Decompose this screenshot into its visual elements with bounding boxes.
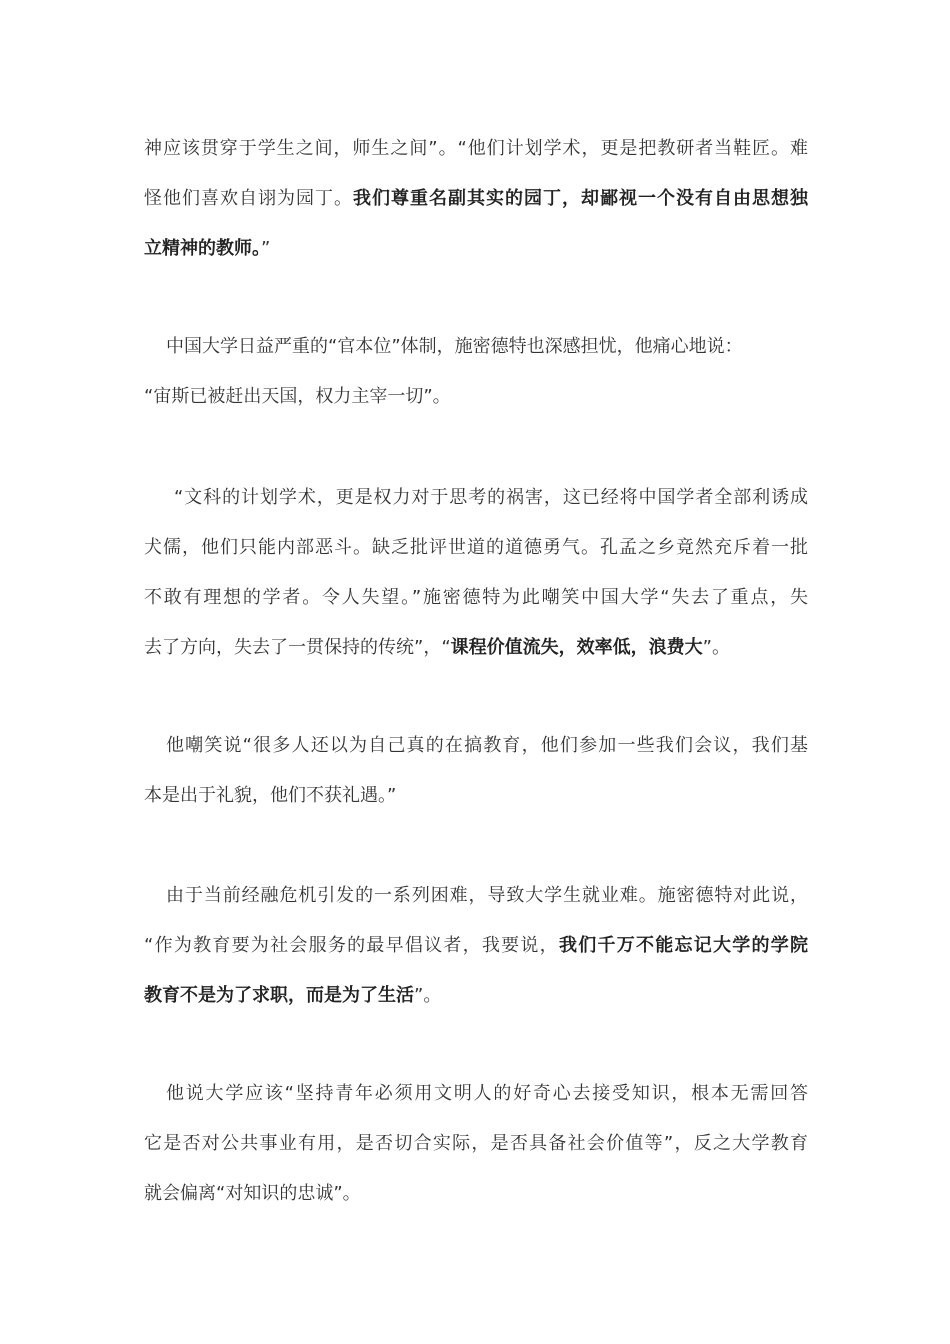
body-text: ”。 — [414, 985, 442, 1006]
text-line — [144, 486, 808, 536]
text-line — [144, 734, 808, 784]
text-line — [144, 984, 808, 1034]
text-line — [144, 1082, 808, 1132]
text-line — [144, 934, 808, 984]
paragraph-4 — [144, 734, 808, 834]
body-text: 本是出于礼貌，他们不获礼遇。” — [144, 785, 397, 806]
body-text: 去了方向，失去了一贯保持的传统”，“ — [144, 637, 451, 658]
paragraph-3 — [144, 486, 808, 686]
text-line — [144, 385, 808, 435]
body-text: 中国大学日益严重的“官本位”体制，施密德特也深感担忧，他痛心地说： — [166, 336, 743, 357]
body-text: 怪他们喜欢自诩为园丁。 — [144, 188, 353, 209]
bold-text: 立精神的教师。 — [144, 238, 261, 259]
body-text: “文科的计划学术，更是权力对于思考的祸害，这已经将中国学者全部利诱成 — [174, 487, 808, 508]
body-text: 他说大学应该“坚持青年必须用文明人的好奇心去接受知识，根本无需回答 — [166, 1083, 808, 1104]
paragraph-1 — [144, 137, 808, 287]
text-line — [144, 1132, 808, 1182]
body-text: 犬儒，他们只能内部恶斗。缺乏批评世道的道德勇气。孔孟之乡竟然充斥着一批 — [144, 537, 808, 558]
text-line — [144, 187, 808, 237]
text-line — [144, 784, 808, 834]
body-text: ” — [261, 238, 271, 259]
text-line — [144, 636, 808, 686]
body-text: 他嘲笑说“很多人还以为自己真的在搞教育，他们参加一些我们会议，我们基 — [166, 735, 808, 756]
text-line — [144, 536, 808, 586]
paragraph-2 — [144, 335, 808, 435]
paragraph-6 — [144, 1082, 808, 1232]
text-line — [144, 884, 808, 934]
body-text: 不敢有理想的学者。令人失望。”施密德特为此嘲笑中国大学“失去了重点，失 — [144, 587, 808, 608]
text-line — [144, 1182, 808, 1232]
body-text: 就会偏离“对知识的忠诚”。 — [144, 1183, 361, 1204]
body-text: “宙斯已被赶出天国，权力主宰一切”。 — [144, 386, 451, 407]
bold-text: 课程价值流失，效率低，浪费大 — [450, 637, 703, 658]
text-line — [144, 335, 808, 385]
text-line — [144, 586, 808, 636]
body-text: ”。 — [702, 637, 730, 658]
bold-text: 教育不是为了求职，而是为了生活 — [144, 985, 414, 1006]
paragraph-5 — [144, 884, 808, 1034]
bold-text: 我们千万不能忘记大学的学院 — [558, 935, 808, 956]
body-text: 由于当前经融危机引发的一系列困难，导致大学生就业难。施密德特对此说， — [166, 885, 808, 906]
text-line — [144, 237, 808, 287]
body-text: “作为教育要为社会服务的最早倡议者，我要说， — [144, 935, 559, 956]
body-text: 神应该贯穿于学生之间，师生之间”。“他们计划学术，更是把教研者当鞋匠。难 — [144, 138, 808, 159]
body-text: 它是否对公共事业有用，是否切合实际，是否具备社会价值等”，反之大学教育 — [144, 1133, 808, 1154]
bold-text: 我们尊重名副其实的园丁，却鄙视一个没有自由思想独 — [353, 188, 808, 209]
text-line — [144, 137, 808, 187]
